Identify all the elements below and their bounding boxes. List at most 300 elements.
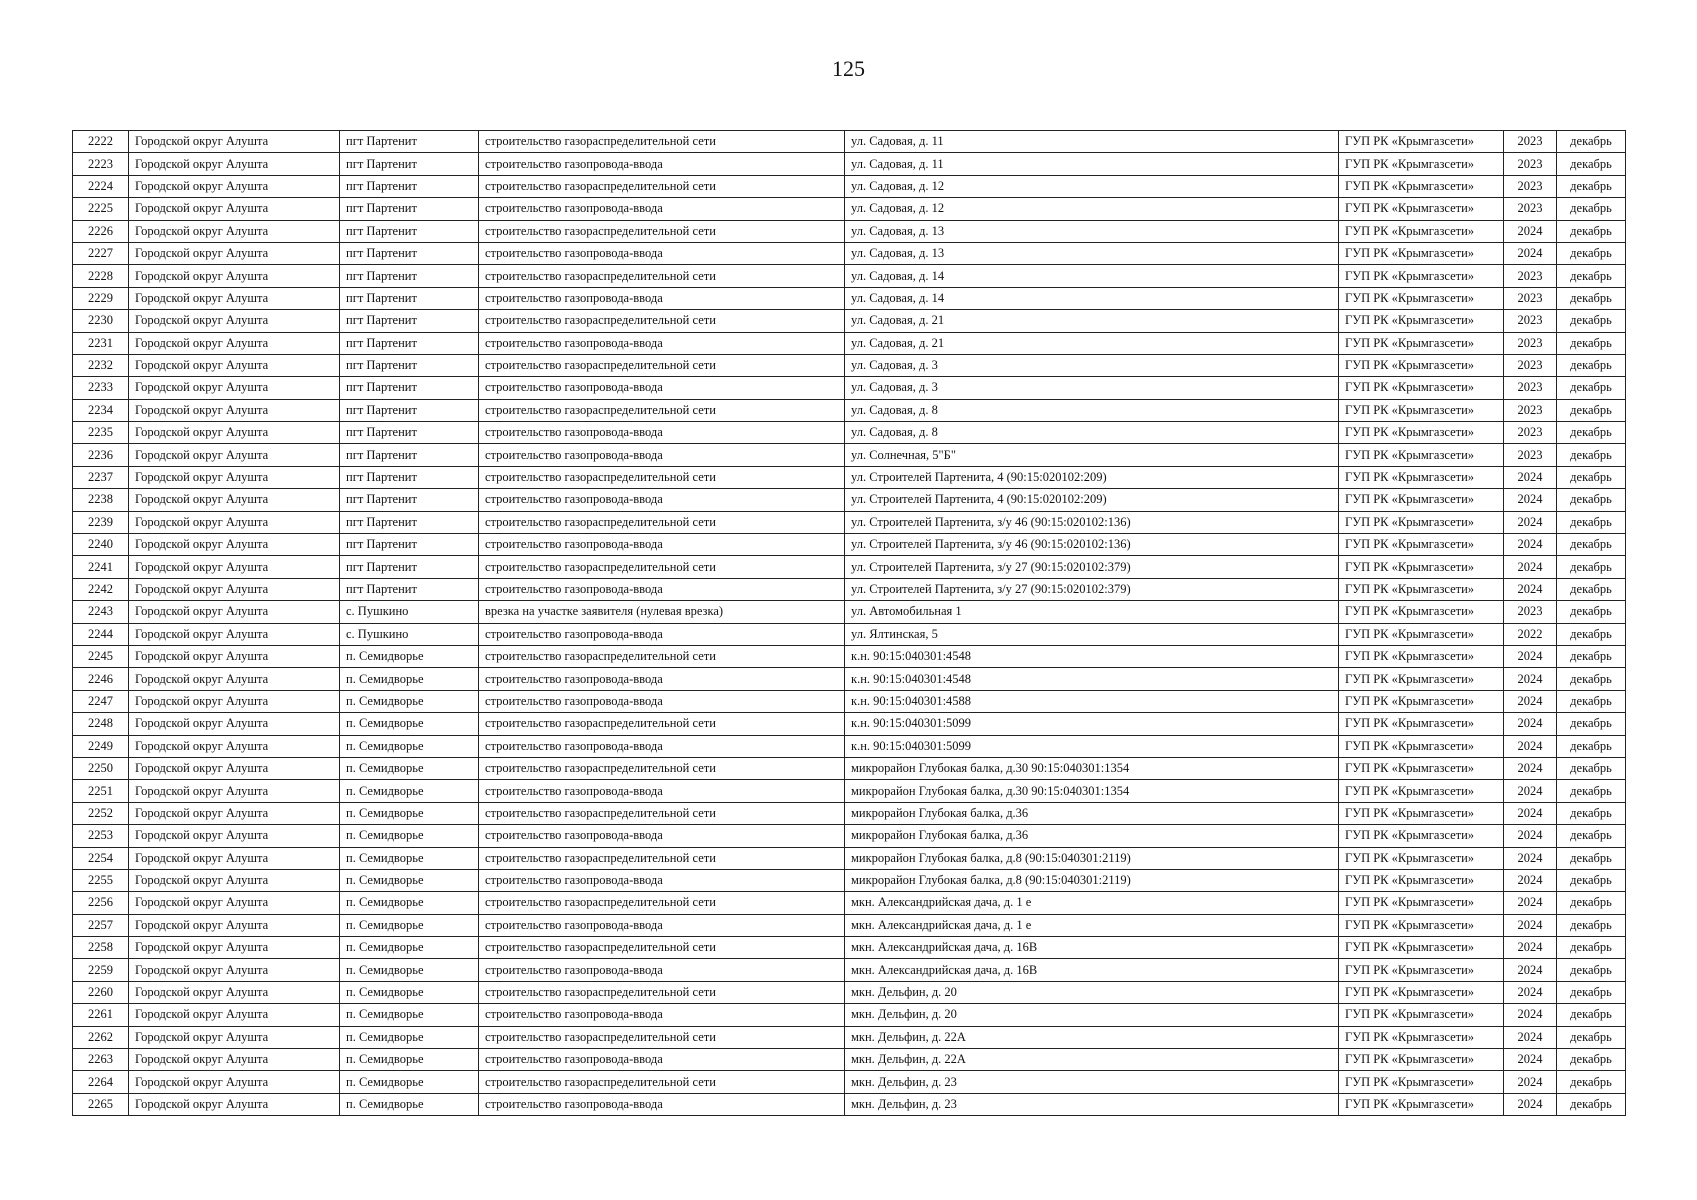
year-cell: 2023 bbox=[1504, 601, 1557, 623]
locality-cell: п. Семидворье bbox=[340, 645, 479, 667]
district-cell: Городской округ Алушта bbox=[129, 220, 340, 242]
table-row bbox=[73, 399, 1626, 421]
table-row bbox=[73, 153, 1626, 175]
year-cell: 2024 bbox=[1504, 1093, 1557, 1115]
address-cell: мкн. Дельфин, д. 23 bbox=[845, 1071, 1339, 1093]
month-cell: декабрь bbox=[1557, 578, 1626, 600]
address-cell: ул. Солнечная, 5"Б" bbox=[845, 444, 1339, 466]
table-row bbox=[73, 1071, 1626, 1093]
row-number: 2256 bbox=[73, 892, 129, 914]
address-cell: микрорайон Глубокая балка, д.30 90:15:040301:1354 bbox=[845, 757, 1339, 779]
locality-cell: п. Семидворье bbox=[340, 780, 479, 802]
work-type-cell: строительство газопровода-ввода bbox=[479, 242, 845, 264]
work-type-cell: строительство газопровода-ввода bbox=[479, 153, 845, 175]
month-cell: декабрь bbox=[1557, 869, 1626, 891]
district-cell: Городской округ Алушта bbox=[129, 444, 340, 466]
table-row bbox=[73, 780, 1626, 802]
organization-cell: ГУП РК «Крымгазсети» bbox=[1339, 332, 1504, 354]
table-row bbox=[73, 713, 1626, 735]
address-cell: мкн. Александрийская дача, д. 1 е bbox=[845, 914, 1339, 936]
organization-cell: ГУП РК «Крымгазсети» bbox=[1339, 220, 1504, 242]
year-cell: 2024 bbox=[1504, 981, 1557, 1003]
work-type-cell: строительство газораспределительной сети bbox=[479, 1026, 845, 1048]
district-cell: Городской округ Алушта bbox=[129, 757, 340, 779]
work-type-cell: строительство газораспределительной сети bbox=[479, 354, 845, 376]
work-type-cell: строительство газопровода-ввода bbox=[479, 287, 845, 309]
row-number: 2227 bbox=[73, 242, 129, 264]
organization-cell: ГУП РК «Крымгазсети» bbox=[1339, 534, 1504, 556]
address-cell: к.н. 90:15:040301:4548 bbox=[845, 668, 1339, 690]
organization-cell: ГУП РК «Крымгазсети» bbox=[1339, 1093, 1504, 1115]
address-cell: к.н. 90:15:040301:4588 bbox=[845, 690, 1339, 712]
table-row bbox=[73, 981, 1626, 1003]
organization-cell: ГУП РК «Крымгазсети» bbox=[1339, 489, 1504, 511]
work-type-cell: строительство газораспределительной сети bbox=[479, 757, 845, 779]
locality-cell: п. Семидворье bbox=[340, 892, 479, 914]
district-cell: Городской округ Алушта bbox=[129, 847, 340, 869]
month-cell: декабрь bbox=[1557, 332, 1626, 354]
address-cell: ул. Садовая, д. 21 bbox=[845, 332, 1339, 354]
month-cell: декабрь bbox=[1557, 220, 1626, 242]
row-number: 2226 bbox=[73, 220, 129, 242]
address-cell: к.н. 90:15:040301:5099 bbox=[845, 735, 1339, 757]
year-cell: 2024 bbox=[1504, 668, 1557, 690]
row-number: 2236 bbox=[73, 444, 129, 466]
organization-cell: ГУП РК «Крымгазсети» bbox=[1339, 623, 1504, 645]
organization-cell: ГУП РК «Крымгазсети» bbox=[1339, 511, 1504, 533]
organization-cell: ГУП РК «Крымгазсети» bbox=[1339, 780, 1504, 802]
month-cell: декабрь bbox=[1557, 668, 1626, 690]
table-row bbox=[73, 1049, 1626, 1071]
locality-cell: п. Семидворье bbox=[340, 1004, 479, 1026]
address-cell: ул. Садовая, д. 3 bbox=[845, 377, 1339, 399]
district-cell: Городской округ Алушта bbox=[129, 802, 340, 824]
locality-cell: п. Семидворье bbox=[340, 690, 479, 712]
table-row bbox=[73, 623, 1626, 645]
year-cell: 2022 bbox=[1504, 623, 1557, 645]
table-row bbox=[73, 757, 1626, 779]
row-number: 2231 bbox=[73, 332, 129, 354]
work-type-cell: строительство газопровода-ввода bbox=[479, 332, 845, 354]
work-type-cell: строительство газопровода-ввода bbox=[479, 914, 845, 936]
district-cell: Городской округ Алушта bbox=[129, 869, 340, 891]
year-cell: 2023 bbox=[1504, 399, 1557, 421]
row-number: 2235 bbox=[73, 422, 129, 444]
organization-cell: ГУП РК «Крымгазсети» bbox=[1339, 153, 1504, 175]
address-cell: ул. Строителей Партенита, з/у 46 (90:15:020102:136) bbox=[845, 511, 1339, 533]
district-cell: Городской округ Алушта bbox=[129, 914, 340, 936]
row-number: 2239 bbox=[73, 511, 129, 533]
table-row bbox=[73, 287, 1626, 309]
table-row bbox=[73, 556, 1626, 578]
month-cell: декабрь bbox=[1557, 534, 1626, 556]
organization-cell: ГУП РК «Крымгазсети» bbox=[1339, 601, 1504, 623]
row-number: 2223 bbox=[73, 153, 129, 175]
locality-cell: п. Семидворье bbox=[340, 735, 479, 757]
table-row bbox=[73, 1004, 1626, 1026]
work-type-cell: строительство газопровода-ввода bbox=[479, 959, 845, 981]
month-cell: декабрь bbox=[1557, 1049, 1626, 1071]
table-row bbox=[73, 310, 1626, 332]
organization-cell: ГУП РК «Крымгазсети» bbox=[1339, 690, 1504, 712]
work-type-cell: строительство газопровода-ввода bbox=[479, 735, 845, 757]
work-type-cell: строительство газораспределительной сети bbox=[479, 937, 845, 959]
year-cell: 2024 bbox=[1504, 959, 1557, 981]
table-row bbox=[73, 198, 1626, 220]
district-cell: Городской округ Алушта bbox=[129, 377, 340, 399]
table-row bbox=[73, 1026, 1626, 1048]
month-cell: декабрь bbox=[1557, 287, 1626, 309]
locality-cell: пгт Партенит bbox=[340, 175, 479, 197]
page-number: 125 bbox=[832, 56, 865, 81]
row-number: 2257 bbox=[73, 914, 129, 936]
address-cell: мкн. Александрийская дача, д. 16В bbox=[845, 959, 1339, 981]
address-cell: микрорайон Глубокая балка, д.8 (90:15:040301:2119) bbox=[845, 847, 1339, 869]
district-cell: Городской округ Алушта bbox=[129, 690, 340, 712]
row-number: 2254 bbox=[73, 847, 129, 869]
work-type-cell: строительство газораспределительной сети bbox=[479, 1071, 845, 1093]
row-number: 2241 bbox=[73, 556, 129, 578]
table-row bbox=[73, 265, 1626, 287]
table-row bbox=[73, 601, 1626, 623]
month-cell: декабрь bbox=[1557, 377, 1626, 399]
locality-cell: пгт Партенит bbox=[340, 534, 479, 556]
organization-cell: ГУП РК «Крымгазсети» bbox=[1339, 713, 1504, 735]
district-cell: Городской округ Алушта bbox=[129, 892, 340, 914]
year-cell: 2024 bbox=[1504, 869, 1557, 891]
year-cell: 2024 bbox=[1504, 847, 1557, 869]
year-cell: 2023 bbox=[1504, 265, 1557, 287]
row-number: 2247 bbox=[73, 690, 129, 712]
organization-cell: ГУП РК «Крымгазсети» bbox=[1339, 757, 1504, 779]
work-type-cell: строительство газопровода-ввода bbox=[479, 623, 845, 645]
month-cell: декабрь bbox=[1557, 825, 1626, 847]
locality-cell: п. Семидворье bbox=[340, 937, 479, 959]
work-type-cell: строительство газораспределительной сети bbox=[479, 310, 845, 332]
work-type-cell: строительство газопровода-ввода bbox=[479, 1093, 845, 1115]
row-number: 2234 bbox=[73, 399, 129, 421]
locality-cell: с. Пушкино bbox=[340, 601, 479, 623]
address-cell: ул. Садовая, д. 12 bbox=[845, 198, 1339, 220]
work-type-cell: строительство газораспределительной сети bbox=[479, 981, 845, 1003]
locality-cell: п. Семидворье bbox=[340, 757, 479, 779]
locality-cell: п. Семидворье bbox=[340, 802, 479, 824]
year-cell: 2024 bbox=[1504, 802, 1557, 824]
table-row bbox=[73, 690, 1626, 712]
table-row bbox=[73, 444, 1626, 466]
work-type-cell: строительство газораспределительной сети bbox=[479, 713, 845, 735]
locality-cell: пгт Партенит bbox=[340, 489, 479, 511]
district-cell: Городской округ Алушта bbox=[129, 780, 340, 802]
table-row bbox=[73, 645, 1626, 667]
work-type-cell: строительство газопровода-ввода bbox=[479, 444, 845, 466]
district-cell: Городской округ Алушта bbox=[129, 1026, 340, 1048]
district-cell: Городской округ Алушта bbox=[129, 623, 340, 645]
district-cell: Городской округ Алушта bbox=[129, 287, 340, 309]
row-number: 2237 bbox=[73, 466, 129, 488]
row-number: 2263 bbox=[73, 1049, 129, 1071]
table-row bbox=[73, 1093, 1626, 1115]
address-cell: ул. Садовая, д. 11 bbox=[845, 131, 1339, 153]
district-cell: Городской округ Алушта bbox=[129, 332, 340, 354]
month-cell: декабрь bbox=[1557, 131, 1626, 153]
district-cell: Городской округ Алушта bbox=[129, 1093, 340, 1115]
work-type-cell: строительство газопровода-ввода bbox=[479, 534, 845, 556]
locality-cell: п. Семидворье bbox=[340, 959, 479, 981]
year-cell: 2024 bbox=[1504, 757, 1557, 779]
month-cell: декабрь bbox=[1557, 511, 1626, 533]
district-cell: Городской округ Алушта bbox=[129, 713, 340, 735]
month-cell: декабрь bbox=[1557, 757, 1626, 779]
year-cell: 2023 bbox=[1504, 131, 1557, 153]
row-number: 2259 bbox=[73, 959, 129, 981]
locality-cell: п. Семидворье bbox=[340, 1049, 479, 1071]
work-type-cell: строительство газораспределительной сети bbox=[479, 802, 845, 824]
address-cell: мкн. Дельфин, д. 20 bbox=[845, 981, 1339, 1003]
row-number: 2262 bbox=[73, 1026, 129, 1048]
locality-cell: п. Семидворье bbox=[340, 914, 479, 936]
district-cell: Городской округ Алушта bbox=[129, 556, 340, 578]
row-number: 2251 bbox=[73, 780, 129, 802]
organization-cell: ГУП РК «Крымгазсети» bbox=[1339, 444, 1504, 466]
district-cell: Городской округ Алушта bbox=[129, 131, 340, 153]
organization-cell: ГУП РК «Крымгазсети» bbox=[1339, 869, 1504, 891]
organization-cell: ГУП РК «Крымгазсети» bbox=[1339, 466, 1504, 488]
year-cell: 2024 bbox=[1504, 1004, 1557, 1026]
organization-cell: ГУП РК «Крымгазсети» bbox=[1339, 937, 1504, 959]
work-type-cell: строительство газораспределительной сети bbox=[479, 892, 845, 914]
row-number: 2255 bbox=[73, 869, 129, 891]
locality-cell: пгт Партенит bbox=[340, 511, 479, 533]
month-cell: декабрь bbox=[1557, 153, 1626, 175]
district-cell: Городской округ Алушта bbox=[129, 735, 340, 757]
month-cell: декабрь bbox=[1557, 198, 1626, 220]
address-cell: ул. Автомобильная 1 bbox=[845, 601, 1339, 623]
year-cell: 2024 bbox=[1504, 556, 1557, 578]
year-cell: 2024 bbox=[1504, 220, 1557, 242]
month-cell: декабрь bbox=[1557, 780, 1626, 802]
row-number: 2230 bbox=[73, 310, 129, 332]
table-row bbox=[73, 668, 1626, 690]
work-type-cell: строительство газораспределительной сети bbox=[479, 175, 845, 197]
table-row bbox=[73, 892, 1626, 914]
year-cell: 2024 bbox=[1504, 489, 1557, 511]
address-cell: мкн. Александрийская дача, д. 1 е bbox=[845, 892, 1339, 914]
address-cell: микрорайон Глубокая балка, д.30 90:15:040301:1354 bbox=[845, 780, 1339, 802]
organization-cell: ГУП РК «Крымгазсети» bbox=[1339, 399, 1504, 421]
district-cell: Городской округ Алушта bbox=[129, 354, 340, 376]
month-cell: декабрь bbox=[1557, 601, 1626, 623]
district-cell: Городской округ Алушта bbox=[129, 959, 340, 981]
locality-cell: пгт Партенит bbox=[340, 198, 479, 220]
district-cell: Городской округ Алушта bbox=[129, 198, 340, 220]
month-cell: декабрь bbox=[1557, 466, 1626, 488]
month-cell: декабрь bbox=[1557, 354, 1626, 376]
address-cell: ул. Садовая, д. 8 bbox=[845, 422, 1339, 444]
address-cell: микрорайон Глубокая балка, д.36 bbox=[845, 825, 1339, 847]
address-cell: ул. Строителей Партенита, з/у 27 (90:15:020102:379) bbox=[845, 556, 1339, 578]
organization-cell: ГУП РК «Крымгазсети» bbox=[1339, 578, 1504, 600]
work-type-cell: строительство газораспределительной сети bbox=[479, 131, 845, 153]
organization-cell: ГУП РК «Крымгазсети» bbox=[1339, 265, 1504, 287]
month-cell: декабрь bbox=[1557, 735, 1626, 757]
work-type-cell: строительство газораспределительной сети bbox=[479, 556, 845, 578]
work-type-cell: строительство газопровода-ввода bbox=[479, 869, 845, 891]
year-cell: 2024 bbox=[1504, 578, 1557, 600]
organization-cell: ГУП РК «Крымгазсети» bbox=[1339, 959, 1504, 981]
row-number: 2246 bbox=[73, 668, 129, 690]
work-type-cell: врезка на участке заявителя (нулевая врезка) bbox=[479, 601, 845, 623]
work-type-cell: строительство газопровода-ввода bbox=[479, 668, 845, 690]
locality-cell: п. Семидворье bbox=[340, 713, 479, 735]
address-cell: мкн. Дельфин, д. 22А bbox=[845, 1026, 1339, 1048]
year-cell: 2023 bbox=[1504, 153, 1557, 175]
address-cell: к.н. 90:15:040301:4548 bbox=[845, 645, 1339, 667]
organization-cell: ГУП РК «Крымгазсети» bbox=[1339, 242, 1504, 264]
organization-cell: ГУП РК «Крымгазсети» bbox=[1339, 131, 1504, 153]
row-number: 2228 bbox=[73, 265, 129, 287]
month-cell: декабрь bbox=[1557, 556, 1626, 578]
year-cell: 2023 bbox=[1504, 175, 1557, 197]
row-number: 2252 bbox=[73, 802, 129, 824]
year-cell: 2023 bbox=[1504, 377, 1557, 399]
work-type-cell: строительство газопровода-ввода bbox=[479, 422, 845, 444]
year-cell: 2024 bbox=[1504, 937, 1557, 959]
month-cell: декабрь bbox=[1557, 690, 1626, 712]
locality-cell: пгт Партенит bbox=[340, 332, 479, 354]
district-cell: Городской округ Алушта bbox=[129, 242, 340, 264]
month-cell: декабрь bbox=[1557, 242, 1626, 264]
organization-cell: ГУП РК «Крымгазсети» bbox=[1339, 1049, 1504, 1071]
organization-cell: ГУП РК «Крымгазсети» bbox=[1339, 377, 1504, 399]
address-cell: ул. Ялтинская, 5 bbox=[845, 623, 1339, 645]
table-row bbox=[73, 534, 1626, 556]
organization-cell: ГУП РК «Крымгазсети» bbox=[1339, 914, 1504, 936]
address-cell: ул. Садовая, д. 21 bbox=[845, 310, 1339, 332]
organization-cell: ГУП РК «Крымгазсети» bbox=[1339, 422, 1504, 444]
year-cell: 2023 bbox=[1504, 310, 1557, 332]
district-cell: Городской округ Алушта bbox=[129, 601, 340, 623]
row-number: 2224 bbox=[73, 175, 129, 197]
year-cell: 2024 bbox=[1504, 914, 1557, 936]
locality-cell: пгт Партенит bbox=[340, 354, 479, 376]
work-type-cell: строительство газопровода-ввода bbox=[479, 1004, 845, 1026]
table-row bbox=[73, 354, 1626, 376]
organization-cell: ГУП РК «Крымгазсети» bbox=[1339, 198, 1504, 220]
month-cell: декабрь bbox=[1557, 399, 1626, 421]
locality-cell: п. Семидворье bbox=[340, 1071, 479, 1093]
row-number: 2258 bbox=[73, 937, 129, 959]
organization-cell: ГУП РК «Крымгазсети» bbox=[1339, 735, 1504, 757]
year-cell: 2024 bbox=[1504, 511, 1557, 533]
month-cell: декабрь bbox=[1557, 802, 1626, 824]
work-type-cell: строительство газораспределительной сети bbox=[479, 645, 845, 667]
table-row bbox=[73, 914, 1626, 936]
work-type-cell: строительство газораспределительной сети bbox=[479, 399, 845, 421]
work-type-cell: строительство газораспределительной сети bbox=[479, 466, 845, 488]
locality-cell: пгт Партенит bbox=[340, 556, 479, 578]
locality-cell: пгт Партенит bbox=[340, 131, 479, 153]
locality-cell: п. Семидворье bbox=[340, 847, 479, 869]
organization-cell: ГУП РК «Крымгазсети» bbox=[1339, 981, 1504, 1003]
month-cell: декабрь bbox=[1557, 1093, 1626, 1115]
address-cell: ул. Садовая, д. 14 bbox=[845, 265, 1339, 287]
work-type-cell: строительство газопровода-ввода bbox=[479, 690, 845, 712]
table-row bbox=[73, 242, 1626, 264]
year-cell: 2024 bbox=[1504, 780, 1557, 802]
year-cell: 2023 bbox=[1504, 287, 1557, 309]
month-cell: декабрь bbox=[1557, 1026, 1626, 1048]
organization-cell: ГУП РК «Крымгазсети» bbox=[1339, 847, 1504, 869]
district-cell: Городской округ Алушта bbox=[129, 645, 340, 667]
row-number: 2225 bbox=[73, 198, 129, 220]
year-cell: 2024 bbox=[1504, 1049, 1557, 1071]
table-row bbox=[73, 332, 1626, 354]
district-cell: Городской округ Алушта bbox=[129, 578, 340, 600]
work-type-cell: строительство газораспределительной сети bbox=[479, 511, 845, 533]
address-cell: ул. Строителей Партенита, 4 (90:15:020102:209) bbox=[845, 466, 1339, 488]
month-cell: декабрь bbox=[1557, 847, 1626, 869]
locality-cell: п. Семидворье bbox=[340, 869, 479, 891]
year-cell: 2023 bbox=[1504, 444, 1557, 466]
district-cell: Городской округ Алушта bbox=[129, 981, 340, 1003]
address-cell: мкн. Дельфин, д. 22А bbox=[845, 1049, 1339, 1071]
organization-cell: ГУП РК «Крымгазсети» bbox=[1339, 287, 1504, 309]
row-number: 2264 bbox=[73, 1071, 129, 1093]
row-number: 2240 bbox=[73, 534, 129, 556]
district-cell: Городской округ Алушта bbox=[129, 399, 340, 421]
month-cell: декабрь bbox=[1557, 310, 1626, 332]
district-cell: Городской округ Алушта bbox=[129, 153, 340, 175]
address-cell: микрорайон Глубокая балка, д.8 (90:15:040301:2119) bbox=[845, 869, 1339, 891]
month-cell: декабрь bbox=[1557, 422, 1626, 444]
row-number: 2232 bbox=[73, 354, 129, 376]
organization-cell: ГУП РК «Крымгазсети» bbox=[1339, 802, 1504, 824]
year-cell: 2024 bbox=[1504, 892, 1557, 914]
month-cell: декабрь bbox=[1557, 713, 1626, 735]
address-cell: мкн. Дельфин, д. 20 bbox=[845, 1004, 1339, 1026]
year-cell: 2023 bbox=[1504, 332, 1557, 354]
table-row bbox=[73, 825, 1626, 847]
row-number: 2250 bbox=[73, 757, 129, 779]
locality-cell: п. Семидворье bbox=[340, 668, 479, 690]
table-row bbox=[73, 131, 1626, 153]
locality-cell: пгт Партенит bbox=[340, 377, 479, 399]
year-cell: 2024 bbox=[1504, 713, 1557, 735]
row-number: 2253 bbox=[73, 825, 129, 847]
district-cell: Городской округ Алушта bbox=[129, 265, 340, 287]
table-row bbox=[73, 220, 1626, 242]
month-cell: декабрь bbox=[1557, 914, 1626, 936]
locality-cell: п. Семидворье bbox=[340, 1026, 479, 1048]
work-type-cell: строительство газопровода-ввода bbox=[479, 377, 845, 399]
month-cell: декабрь bbox=[1557, 175, 1626, 197]
row-number: 2245 bbox=[73, 645, 129, 667]
year-cell: 2023 bbox=[1504, 198, 1557, 220]
district-cell: Городской округ Алушта bbox=[129, 489, 340, 511]
organization-cell: ГУП РК «Крымгазсети» bbox=[1339, 175, 1504, 197]
district-cell: Городской округ Алушта bbox=[129, 511, 340, 533]
year-cell: 2024 bbox=[1504, 1071, 1557, 1093]
district-cell: Городской округ Алушта bbox=[129, 668, 340, 690]
work-type-cell: строительство газопровода-ввода bbox=[479, 825, 845, 847]
row-number: 2260 bbox=[73, 981, 129, 1003]
row-number: 2233 bbox=[73, 377, 129, 399]
month-cell: декабрь bbox=[1557, 1071, 1626, 1093]
locality-cell: пгт Партенит bbox=[340, 220, 479, 242]
month-cell: декабрь bbox=[1557, 959, 1626, 981]
locality-cell: пгт Партенит bbox=[340, 287, 479, 309]
